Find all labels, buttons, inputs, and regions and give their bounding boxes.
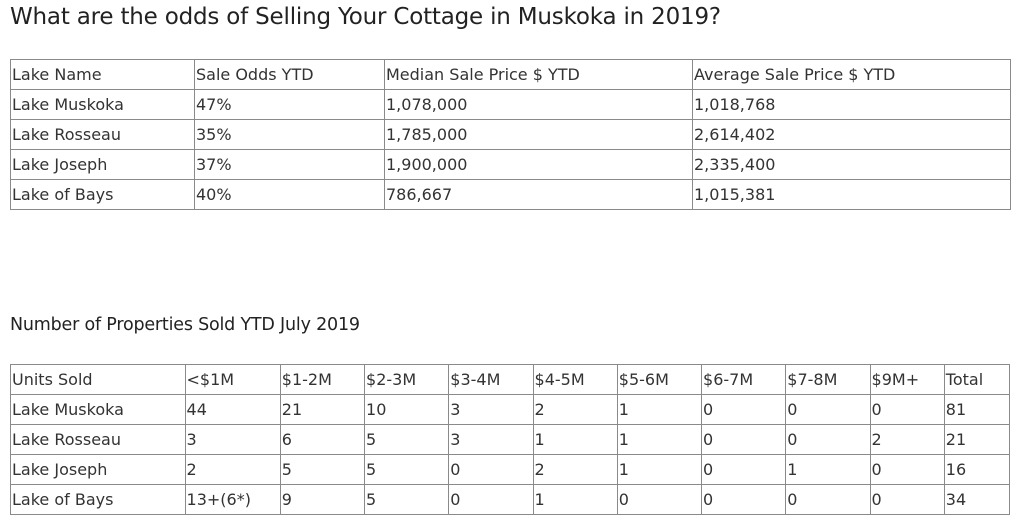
table-cell: 2: [870, 425, 944, 455]
table-cell: 1,015,381: [693, 180, 1011, 210]
table-cell: 9: [280, 485, 364, 515]
table-cell: 0: [449, 455, 533, 485]
column-header: $9M+: [870, 365, 944, 395]
column-header: $4-5M: [533, 365, 617, 395]
table-cell: 0: [702, 425, 786, 455]
table-cell: 0: [617, 485, 701, 515]
column-header: Median Sale Price $ YTD: [385, 60, 693, 90]
section-title: Number of Properties Sold YTD July 2019: [10, 315, 360, 335]
table-cell: 1: [533, 425, 617, 455]
row-label: Lake of Bays: [11, 180, 195, 210]
table-cell: 16: [944, 455, 1009, 485]
table-cell: 0: [786, 395, 870, 425]
table-cell: 0: [702, 395, 786, 425]
table-cell: 2: [185, 455, 280, 485]
column-header: $7-8M: [786, 365, 870, 395]
odds-header-row: [11, 60, 1011, 90]
sold-row: [11, 485, 1010, 515]
sold-row: [11, 395, 1010, 425]
table-cell: 5: [365, 455, 449, 485]
table-cell: 1: [786, 455, 870, 485]
row-label: Lake Rosseau: [11, 425, 186, 455]
table-cell: 5: [280, 455, 364, 485]
column-header: Sale Odds YTD: [195, 60, 385, 90]
odds-row: [11, 120, 1011, 150]
table-cell: 6: [280, 425, 364, 455]
table-cell: 1: [533, 485, 617, 515]
column-header: $2-3M: [365, 365, 449, 395]
table-cell: 13+(6*): [185, 485, 280, 515]
table-cell: 0: [870, 485, 944, 515]
table-cell: 5: [365, 425, 449, 455]
table-cell: 0: [786, 485, 870, 515]
table-cell: 35%: [195, 120, 385, 150]
table-cell: 786,667: [385, 180, 693, 210]
row-label: Lake Muskoka: [11, 90, 195, 120]
column-header: Units Sold: [11, 365, 186, 395]
column-header: Total: [944, 365, 1009, 395]
table-cell: 2,335,400: [693, 150, 1011, 180]
table-cell: 0: [702, 455, 786, 485]
table-cell: 40%: [195, 180, 385, 210]
row-label: Lake Joseph: [11, 150, 195, 180]
sold-row: [11, 455, 1010, 485]
table-cell: 5: [365, 485, 449, 515]
table-cell: 34: [944, 485, 1009, 515]
column-header: $1-2M: [280, 365, 364, 395]
table-cell: 2: [533, 395, 617, 425]
table-cell: 1,900,000: [385, 150, 693, 180]
table-cell: 21: [944, 425, 1009, 455]
table-cell: 0: [449, 485, 533, 515]
odds-row: [11, 180, 1011, 210]
table-cell: 47%: [195, 90, 385, 120]
table-cell: 3: [449, 395, 533, 425]
row-label: Lake Muskoka: [11, 395, 186, 425]
table-cell: 3: [449, 425, 533, 455]
table-cell: 2: [533, 455, 617, 485]
table-cell: 1,078,000: [385, 90, 693, 120]
odds-row: [11, 150, 1011, 180]
page-title: What are the odds of Selling Your Cottage in Muskoka in 2019?: [10, 4, 721, 30]
sold-row: [11, 425, 1010, 455]
column-header: $6-7M: [702, 365, 786, 395]
table-cell: 37%: [195, 150, 385, 180]
table-cell: 3: [185, 425, 280, 455]
table-cell: 0: [870, 455, 944, 485]
row-label: Lake Rosseau: [11, 120, 195, 150]
column-header: Average Sale Price $ YTD: [693, 60, 1011, 90]
column-header: Lake Name: [11, 60, 195, 90]
sale-odds-table: [10, 59, 1011, 210]
column-header: $3-4M: [449, 365, 533, 395]
column-header: <$1M: [185, 365, 280, 395]
table-cell: 21: [280, 395, 364, 425]
table-cell: 0: [870, 395, 944, 425]
table-cell: 1: [617, 395, 701, 425]
row-label: Lake of Bays: [11, 485, 186, 515]
properties-sold-table: [10, 364, 1010, 515]
sold-header-row: [11, 365, 1010, 395]
table-cell: 1,018,768: [693, 90, 1011, 120]
table-cell: 1: [617, 455, 701, 485]
table-cell: 10: [365, 395, 449, 425]
table-cell: 0: [786, 425, 870, 455]
table-cell: 1,785,000: [385, 120, 693, 150]
table-cell: 44: [185, 395, 280, 425]
odds-row: [11, 90, 1011, 120]
table-cell: 0: [702, 485, 786, 515]
table-cell: 81: [944, 395, 1009, 425]
column-header: $5-6M: [617, 365, 701, 395]
row-label: Lake Joseph: [11, 455, 186, 485]
table-cell: 2,614,402: [693, 120, 1011, 150]
table-cell: 1: [617, 425, 701, 455]
